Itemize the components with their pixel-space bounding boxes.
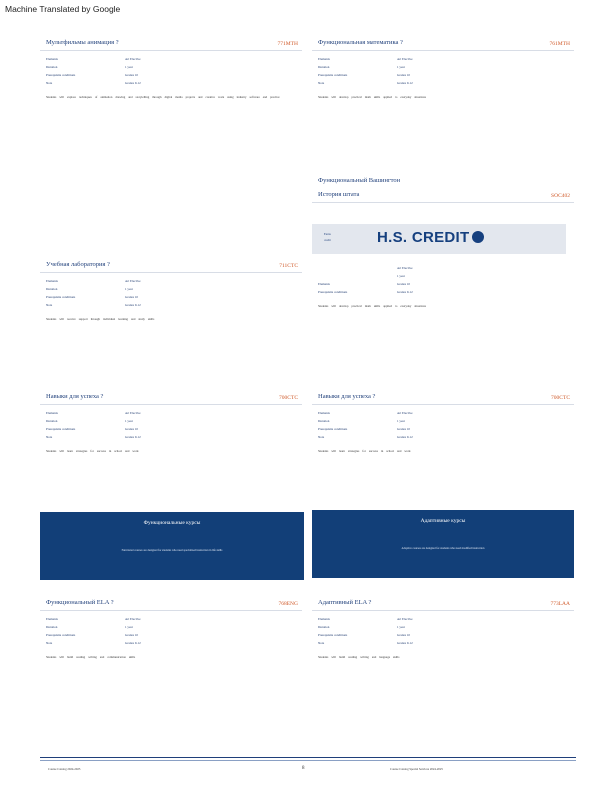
course-code: SOC402 <box>551 193 570 199</box>
footer-left: Course Catalog 2024-2025 <box>48 767 81 771</box>
description-word: skills <box>373 95 381 99</box>
description-word: skills <box>373 304 381 308</box>
row-label: Elements <box>46 411 58 415</box>
row-label: Prerequisite conditions <box>46 633 76 637</box>
row-value: 1 year <box>125 419 133 423</box>
description-word: math <box>364 304 371 308</box>
course-title: Адаптивный ELA ? <box>318 599 372 606</box>
row-value: Art Elective <box>125 279 141 283</box>
adaptive-courses-banner <box>312 510 574 578</box>
description-word: skills <box>128 655 136 659</box>
description-word: communication <box>107 655 126 659</box>
row-value: 1 year <box>125 287 133 291</box>
graduation-cap-icon <box>472 231 484 243</box>
banner-title: Функциональные курсы <box>143 520 201 526</box>
row-label: Prerequisite conditions <box>318 73 348 77</box>
footer-rule <box>40 757 576 758</box>
description-word: school <box>386 449 395 453</box>
row-label: Duration <box>318 625 330 629</box>
course-description <box>318 303 568 310</box>
row-label: Prerequisite conditions <box>46 427 76 431</box>
description-word: and <box>99 655 105 659</box>
description-word: to <box>395 95 398 99</box>
description-word: situations <box>414 95 426 99</box>
row-label: Note <box>318 641 325 645</box>
row-label: Duration <box>318 419 330 423</box>
row-label: Elements <box>318 617 330 621</box>
row-label: Note <box>46 303 53 307</box>
course-description <box>46 448 296 455</box>
description-word: study <box>138 317 145 321</box>
row-label: Duration <box>46 287 58 291</box>
row-value: Grades 9-12 <box>125 303 141 307</box>
course-title: Навыки для успеха ? <box>318 393 376 400</box>
description-word: build <box>67 655 74 659</box>
row-value: Grades 9-12 <box>125 435 141 439</box>
course-code: 768ENG <box>278 601 298 607</box>
course-card <box>312 596 574 661</box>
description-word: will <box>331 304 337 308</box>
description-word: will <box>331 655 337 659</box>
row-value: Grades 9-12 <box>125 81 141 85</box>
row-value: Grades 10 <box>125 73 139 77</box>
credit-label: Earns <box>324 232 331 236</box>
course-description <box>318 448 568 455</box>
description-word: build <box>339 655 346 659</box>
description-word: work <box>404 449 411 453</box>
course-title: История штата <box>318 191 360 198</box>
description-word: strategies <box>76 449 88 453</box>
course-title: Функциональный Вашингтон <box>318 177 401 184</box>
footer-rule <box>40 760 576 761</box>
description-word: and <box>125 449 130 453</box>
row-label: Prerequisite conditions <box>46 73 76 77</box>
row-label: Elements <box>318 57 330 61</box>
row-value: Art Elective <box>125 57 141 61</box>
course-card <box>312 36 574 101</box>
description-word: work <box>217 95 225 99</box>
description-word: Students <box>46 449 57 453</box>
course-card <box>40 36 302 101</box>
description-word: everyday <box>400 95 412 99</box>
description-word: receive <box>67 317 76 321</box>
course-description <box>318 94 568 101</box>
row-value: Grades 10 <box>397 282 411 286</box>
description-word: develop <box>339 304 349 308</box>
description-word: animation <box>100 95 113 99</box>
course-card <box>40 596 302 661</box>
row-value: 1 year <box>397 65 405 69</box>
row-label: Elements <box>46 279 58 283</box>
row-label: Note <box>46 641 53 645</box>
hs-credit-logo: H.S. CREDIT <box>377 229 484 246</box>
description-word: Students <box>318 304 329 308</box>
row-value: Grades 9-12 <box>397 435 413 439</box>
topbar: Machine Translated by Google <box>5 4 121 14</box>
description-word: will <box>331 95 337 99</box>
row-label: Elements <box>46 617 58 621</box>
description-word: to <box>395 304 398 308</box>
description-word: work <box>132 449 139 453</box>
row-label: Duration <box>46 419 58 423</box>
row-value: Grades 9-12 <box>397 641 413 645</box>
description-word: and <box>397 449 402 453</box>
description-word: practical <box>351 95 362 99</box>
course-code: 773LAA <box>550 601 570 607</box>
description-word: applied <box>383 304 393 308</box>
description-word: industry <box>236 95 247 99</box>
row-value: Art Elective <box>125 411 141 415</box>
row-label: Duration <box>46 625 58 629</box>
description-word: for <box>362 449 366 453</box>
description-word: everyday <box>400 304 412 308</box>
banner-text: Functional courses are designed for students who need specialized instruction in life skills <box>121 549 223 552</box>
row-value: Grades 10 <box>397 73 411 77</box>
description-word: and <box>198 95 203 99</box>
description-word: language <box>379 655 391 659</box>
description-word: success <box>368 449 378 453</box>
row-value: 1 year <box>397 625 405 629</box>
banner-text: Adaptive courses are designed for students who need modified instruction <box>401 547 485 550</box>
description-word: and <box>262 95 268 99</box>
course-title: Функциональная математика ? <box>318 39 403 46</box>
row-value: Grades 9-12 <box>397 290 413 294</box>
description-word: practice <box>270 95 280 99</box>
description-word: skills <box>393 655 400 659</box>
course-description <box>318 654 568 661</box>
banner-title: Адаптивные курсы <box>420 518 466 524</box>
description-word: software <box>249 95 260 99</box>
row-label: Elements <box>318 411 330 415</box>
row-value: Art Elective <box>125 617 141 621</box>
course-code: 700CTC <box>551 395 570 401</box>
row-value: Grades 10 <box>125 633 139 637</box>
description-word: in <box>108 449 112 453</box>
description-word: using <box>227 95 234 99</box>
row-value: 1 year <box>397 419 405 423</box>
row-value: Grades 9-12 <box>125 641 141 645</box>
description-word: strategies <box>348 449 360 453</box>
description-word: and <box>128 95 133 99</box>
description-word: drawing <box>115 95 126 99</box>
description-word: will <box>59 655 65 659</box>
row-value: 1 year <box>397 274 405 278</box>
description-word: techniques <box>79 95 92 99</box>
description-word: school <box>114 449 123 453</box>
description-word: and <box>131 317 136 321</box>
description-word: will <box>59 449 65 453</box>
row-value: 1 year <box>125 625 133 629</box>
description-word: practical <box>351 304 362 308</box>
row-label: Duration <box>318 65 330 69</box>
description-word: writing <box>360 655 369 659</box>
course-description <box>46 654 296 661</box>
description-word: for <box>90 449 94 453</box>
description-word: skills <box>147 317 155 321</box>
course-card <box>40 390 302 455</box>
credit-label: credit <box>324 238 331 242</box>
course-card <box>312 174 574 203</box>
row-label: Note <box>318 435 325 439</box>
footer-right: Course Catalog Special Services 2024-2025 <box>390 767 443 771</box>
description-word: and <box>371 655 377 659</box>
row-label: Note <box>46 435 53 439</box>
row-value: Art Elective <box>397 57 413 61</box>
description-word: learning <box>118 317 129 321</box>
row-label: Prerequisite conditions <box>46 295 76 299</box>
description-word: storytelling <box>135 95 150 99</box>
course-title: Навыки для успеха ? <box>46 393 104 400</box>
row-label: Duration <box>46 65 58 69</box>
description-word: will <box>59 95 65 99</box>
course-title: Учебная лаборатория ? <box>46 261 110 268</box>
course-description <box>46 94 296 101</box>
course-code: 711CTC <box>279 263 298 269</box>
row-value: Grades 10 <box>125 427 139 431</box>
row-label: Prerequisite conditions <box>318 290 348 294</box>
row-label: Elements <box>46 57 58 61</box>
description-word: individual <box>103 317 116 321</box>
row-label: Note <box>46 81 53 85</box>
description-word: Students <box>46 655 57 659</box>
description-word: situations <box>414 304 426 308</box>
course-code: 700CTC <box>279 395 298 401</box>
course-card <box>40 258 302 323</box>
description-word: applied <box>383 95 393 99</box>
row-label: Prerequisite conditions <box>318 427 348 431</box>
description-word: media <box>175 95 183 99</box>
course-code: 771MTH <box>277 41 298 47</box>
description-word: through <box>152 95 162 99</box>
row-value: Art Elective <box>397 266 413 270</box>
description-word: reading <box>348 655 358 659</box>
row-value: Grades 9-12 <box>397 81 413 85</box>
description-word: Students <box>318 655 329 659</box>
row-value: Grades 10 <box>125 295 139 299</box>
description-word: digital <box>164 95 173 99</box>
description-word: develop <box>339 95 349 99</box>
description-word: writing <box>88 655 97 659</box>
description-word: of <box>94 95 98 99</box>
row-label: Prerequisite conditions <box>318 633 348 637</box>
description-word: through <box>90 317 101 321</box>
description-word: will <box>59 317 65 321</box>
description-word: support <box>78 317 88 321</box>
row-label: Note <box>318 81 325 85</box>
description-word: Students <box>46 95 57 99</box>
page-number: 8 <box>302 766 305 771</box>
course-title: Мультфильмы анимация ? <box>46 39 119 46</box>
course-code: 761MTH <box>549 41 570 47</box>
description-word: success <box>96 449 106 453</box>
description-word: will <box>331 449 337 453</box>
hs-credit-banner <box>312 224 566 254</box>
row-value: Grades 10 <box>397 633 411 637</box>
course-card <box>312 390 574 455</box>
row-value: Art Elective <box>397 617 413 621</box>
description-word: math <box>364 95 371 99</box>
description-word: learn <box>339 449 346 453</box>
row-value: Art Elective <box>397 411 413 415</box>
row-label: Elements <box>318 282 330 286</box>
course-description <box>46 316 296 323</box>
course-card <box>312 260 574 310</box>
functional-courses-banner <box>40 512 304 580</box>
description-word: projects <box>185 95 196 99</box>
description-word: learn <box>67 449 74 453</box>
description-word: Students <box>318 449 329 453</box>
description-word: Students <box>46 317 57 321</box>
row-value: 1 year <box>125 65 133 69</box>
description-word: explore <box>67 95 77 99</box>
description-word: creative <box>205 95 215 99</box>
description-word: Students <box>318 95 329 99</box>
description-word: reading <box>76 655 86 659</box>
row-value: Grades 10 <box>397 427 411 431</box>
description-word: in <box>380 449 384 453</box>
course-title: Функциональный ELA ? <box>46 599 114 606</box>
